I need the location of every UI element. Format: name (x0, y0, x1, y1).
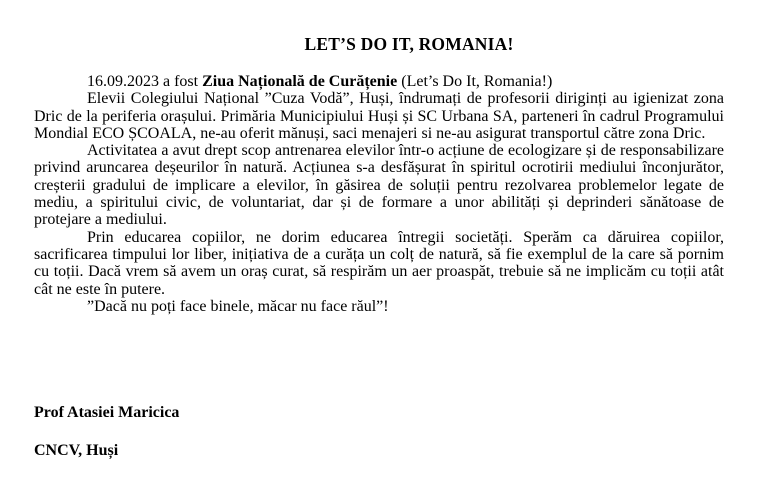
signature-school: CNCV, Huși (34, 442, 119, 459)
paragraph-3: Prin educarea copiilor, ne dorim educarea întregii societăți. Sperăm ca dăruirea copiilor, sacrificarea timpului lor liber, inițiativa de a curăța un colț de natură, să fie exemplul de la care să pornim cu toții. Dacă vrem să avem un oraș curat, să respirăm un aer proaspăt, trebuie să ne implicăm cu toții atât cât ne este în putere. (34, 228, 724, 298)
paragraph-1: Elevii Colegiului Național ”Cuza Vodă”, Huși, îndrumați de profesorii diriginți au igienizat zona Dric de la periferia orașului. Primăria Municipiului Huși și SC Urbana SA, parteneri în cadrul Programului Mondial ECO ȘCOALA, ne-au oferit mănuși, saci menajeri si ne-au asigurat transportul către zona Dric. (34, 90, 724, 142)
signature-name: Prof Atasiei Maricica (34, 404, 180, 421)
paragraph-2: Activitatea a avut drept scop antrenarea elevilor într-o acțiune de ecologizare și de responsabilizare privind aruncarea deșeurilor în natură. Acțiunea s-a desfășurat în spiritul ocrotirii mediului înconjurător, creșterii gradului de implicare a elevilor, în găsirea de soluții pentru rezolvarea problemelor legate de mediu, a spiritului civic, de voluntariat, dar și de formare a unor abilități și deprinderi sănătoase de protejare a mediului. (34, 142, 724, 229)
intro-date: 16.09.2023 a fost (87, 73, 203, 90)
document-title: LET’S DO IT, ROMANIA! (304, 34, 514, 54)
intro-event-tail: (Let’s Do It, Romania!) (397, 73, 553, 90)
document-page (34, 34, 724, 459)
intro-line (34, 73, 724, 90)
closing-quote: ”Dacă nu poți face binele, măcar nu face răul”! (87, 297, 389, 315)
intro-event: Ziua Națională de Curățenie (202, 73, 398, 90)
